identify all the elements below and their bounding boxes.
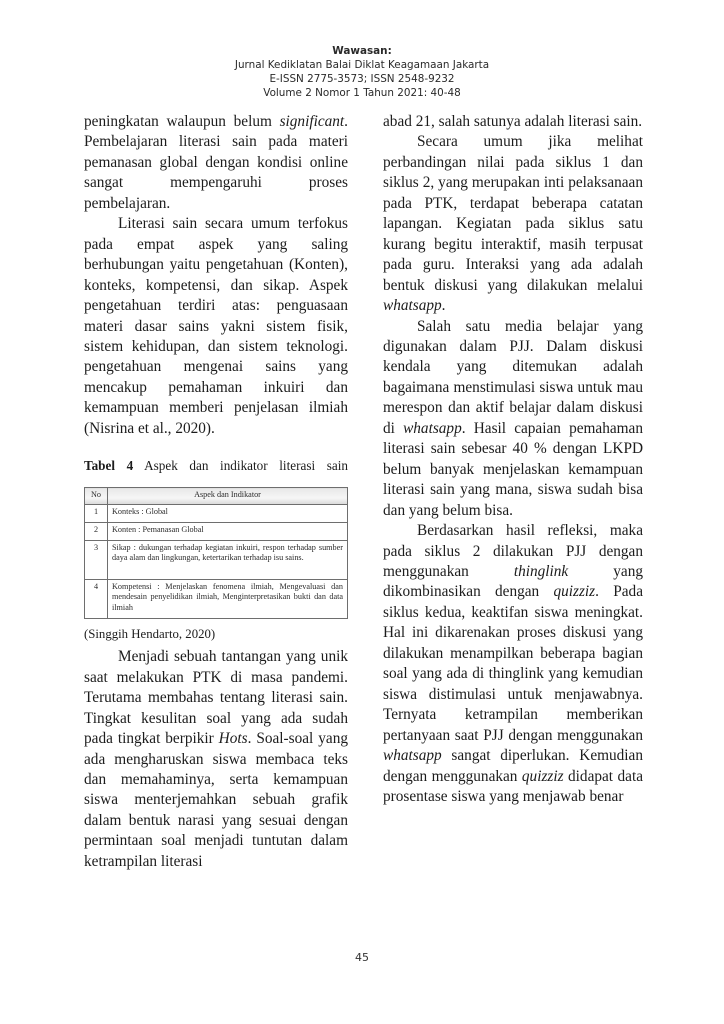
text-run: didapat data prosentase siswa yang menjawab benar [383,767,643,805]
table-caption-label: Tabel 4 [84,458,134,474]
column-header-aspek: Aspek dan Indikator [108,488,348,505]
column-header-no: No [85,488,108,505]
text-run: . Pembelajaran literasi sain pada materi pemanasan global dengan kondisi online sangat mempengaruhi proses pembelajaran. [84,113,348,212]
paragraph: abad 21, salah satunya adalah literasi sain. [383,113,643,130]
cell-desc: Konten : Pemanasan Global [108,523,348,541]
table-row [85,580,348,619]
text-run: Salah satu media belajar yang digunakan dalam PJJ. Dalam diskusi kendala yang ditemukan adalah bagaimana menstimulasi siswa untuk mau merespon dan aktif belajar dalam diskusi di [383,317,643,437]
right-column [383,112,643,807]
left-column [84,112,348,872]
text-run: Secara umum jika melihat perbandingan nilai pada siklus 1 dan siklus 2, yang merupakan inti pelaksanaan pada PTK, terdapat beberapa catatan lapangan. Kegiatan pada siklus satu kurang begitu interaktif, masih terpusat pada guru. Interaksi yang ada adalah bentuk diskusi yang dilakukan melalui [383,133,643,294]
journal-subtitle: Jurnal Kediklatan Balai Diklat Keagamaan Jakarta [234,59,490,71]
italic-term: whatsapp [403,419,462,437]
text-run: Berdasarkan hasil refleksi, maka pada siklus 2 dilakukan PJJ dengan menggunakan [383,522,643,580]
table-source: (Singgih Hendarto, 2020) [84,627,216,642]
italic-term: whatsapp [383,297,442,315]
journal-issn: E-ISSN 2775-3573; ISSN 2548-9232 [269,73,455,85]
paragraph [383,521,643,807]
text-run: . Pada siklus kedua, keaktifan siswa meningkat. Hal ini dikarenakan proses diskusi yang dilakukan menampilkan beberapa bagian soal yang ada di thinglink yang kemudian siswa distimulasi untuk menjawabnya. Ternyata ketrampilan memberikan pertanyaan saat PJJ dengan menggunakan [383,583,643,744]
paragraph [84,647,348,872]
italic-term: whatsapp [383,747,442,765]
journal-header [0,44,724,100]
text-run: peningkatan walaupun belum [84,113,280,130]
aspek-indikator-table [84,487,348,619]
journal-volume: Volume 2 Nomor 1 Tahun 2021: 40-48 [263,87,461,99]
page-number: 45 [355,951,369,964]
text-run: sangat diperlukan. Kemudian dengan menggunakan [383,747,643,785]
table-header-row [85,488,348,505]
text-run: . Soal-soal yang ada mengharuskan siswa membaca teks dan memahaminya, serta kemampuan siswa menterjemahkan sebuah grafik dalam bentuk narasi yang sesuai dengan permintaan soal menjadi tuntutan dalam ketrampilan literasi [84,730,348,870]
table-caption-text: Aspek dan indikator literasi sain [144,458,348,474]
cell-no: 1 [85,505,108,523]
table-row [85,523,348,541]
cell-desc: Konteks : Global [108,505,348,523]
table-row [85,541,348,580]
italic-term: quizziz [553,583,596,601]
text-run: Menjadi sebuah tantangan yang unik saat melakukan PTK di masa pandemi. Terutama membahas tentang literasi sain. Tingkat kesulitan soal yang ada sudah pada tingkat berpikir [84,648,348,748]
italic-term: Hots [218,730,248,748]
italic-term: quizziz [521,767,564,785]
table-row [85,505,348,523]
journal-title: Wawasan: [332,45,392,57]
paragraph: Literasi sain secara umum terfokus pada empat aspek yang saling berhubungan yaitu pengetahuan (Konten), konteks, kompetensi, dan sikap. Aspek pengetahuan terdiri atas: penguasaan materi dasar sains yakni sistem fisik, sistem kehidupan, dan sistem teknologi. pengetahuan mengenai sains yang mencakup pemahaman inkuiri dan kemampuan memberi penjelasan ilmiah (Nisrina et al., 2020). [84,215,348,437]
cell-desc: Sikap : dukungan terhadap kegiatan inkuiri, respon terhadap sumber daya alam dan lingkungan, ketertarikan terhadap isu sains. [108,541,348,580]
cell-no: 4 [85,580,108,619]
text-run: . [441,297,446,315]
paragraph [383,132,643,316]
italic-term: significant [279,113,345,130]
cell-no: 2 [85,523,108,541]
text-run: yang dikombinasikan dengan [383,562,643,601]
text-run: . Hasil capaian pemahaman literasi sain sebesar 40 % dengan LKPD belum banyak menjelaskan kemampuan literasi sain yang mana, siswa sudah bisa dan yang belum bisa. [383,419,643,519]
cell-desc: Kompetensi : Menjelaskan fenomena ilmiah, Mengevaluasi dan mendesain penyelidikan ilmiah, Menginterpretasikan bukti dan data ilmiah [108,580,348,619]
cell-no: 3 [85,541,108,580]
paragraph [84,112,348,214]
table-caption [84,457,348,475]
paragraph [383,317,643,522]
italic-term: thinglink [513,562,569,580]
